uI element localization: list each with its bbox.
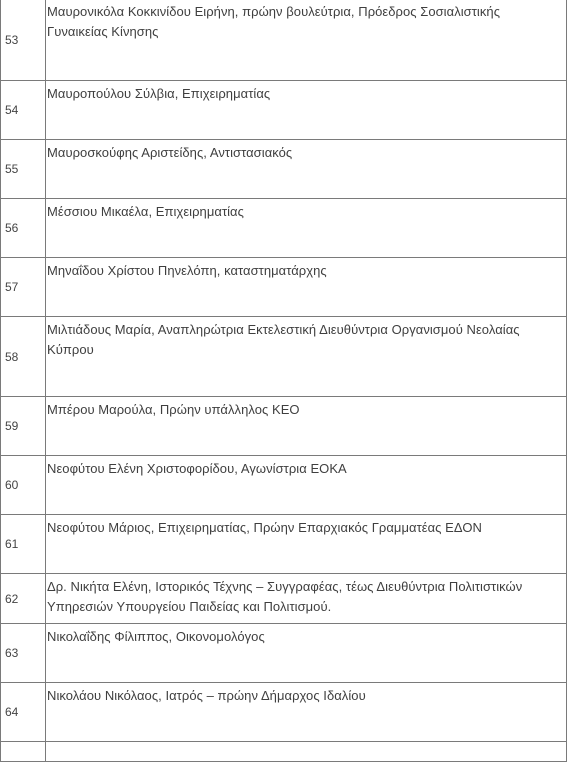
table-row xyxy=(1,683,567,742)
table-row xyxy=(1,574,567,624)
row-text: Μέσσιου Μικαέλα, Επιχειρηματίας xyxy=(46,199,567,258)
row-number: 56 xyxy=(1,199,46,258)
row-number: 53 xyxy=(1,0,46,81)
row-number: 54 xyxy=(1,81,46,140)
table-row xyxy=(1,258,567,317)
table-row xyxy=(1,317,567,397)
table-row xyxy=(1,456,567,515)
row-number: 63 xyxy=(1,624,46,683)
row-text: Νεοφύτου Μάριος, Επιχειρηματίας, Πρώην Επαρχιακός Γραμματέας ΕΔΟΝ xyxy=(46,515,567,574)
row-text: Μπέρου Μαρούλα, Πρώην υπάλληλος ΚΕΟ xyxy=(46,397,567,456)
row-text: Μαυροσκούφης Αριστείδης, Αντιστασιακός xyxy=(46,140,567,199)
row-text: Μαυροπούλου Σύλβια, Επιχειρηματίας xyxy=(46,81,567,140)
row-text: Νικολαΐδης Φίλιππος, Οικονομολόγος xyxy=(46,624,567,683)
row-number: 64 xyxy=(1,683,46,742)
row-number: 59 xyxy=(1,397,46,456)
row-text: Μαυρονικόλα Κοκκινίδου Ειρήνη, πρώην βουλεύτρια, Πρόεδρος Σοσιαλιστικής Γυναικείας Κίνησης xyxy=(46,0,567,81)
row-text: Μιλτιάδους Μαρία, Αναπληρώτρια Εκτελεστική Διευθύντρια Οργανισμού Νεολαίας Κύπρου xyxy=(46,317,567,397)
table-row xyxy=(1,199,567,258)
table-row xyxy=(1,81,567,140)
row-number: 62 xyxy=(1,574,46,624)
row-number: 57 xyxy=(1,258,46,317)
row-number: 60 xyxy=(1,456,46,515)
row-number: 55 xyxy=(1,140,46,199)
table-row xyxy=(1,515,567,574)
row-number: 61 xyxy=(1,515,46,574)
table-row xyxy=(1,0,567,81)
table-row xyxy=(1,624,567,683)
row-number: 58 xyxy=(1,317,46,397)
row-text: Μηναΐδου Χρίστου Πηνελόπη, καταστηματάρχης xyxy=(46,258,567,317)
row-text: Νικολάου Νικόλαος, Ιατρός – πρώην Δήμαρχος Ιδαλίου xyxy=(46,683,567,742)
row-text: Νεοφύτου Ελένη Χριστοφορίδου, Αγωνίστρια ΕΟΚΑ xyxy=(46,456,567,515)
row-text: Δρ. Νικήτα Ελένη, Ιστορικός Τέχνης – Συγγραφέας, τέως Διευθύντρια Πολιτιστικών Υπηρεσιών Υπουργείου Παιδείας και Πολιτισμού. xyxy=(46,574,567,624)
table-row xyxy=(1,140,567,199)
table-row xyxy=(1,397,567,456)
